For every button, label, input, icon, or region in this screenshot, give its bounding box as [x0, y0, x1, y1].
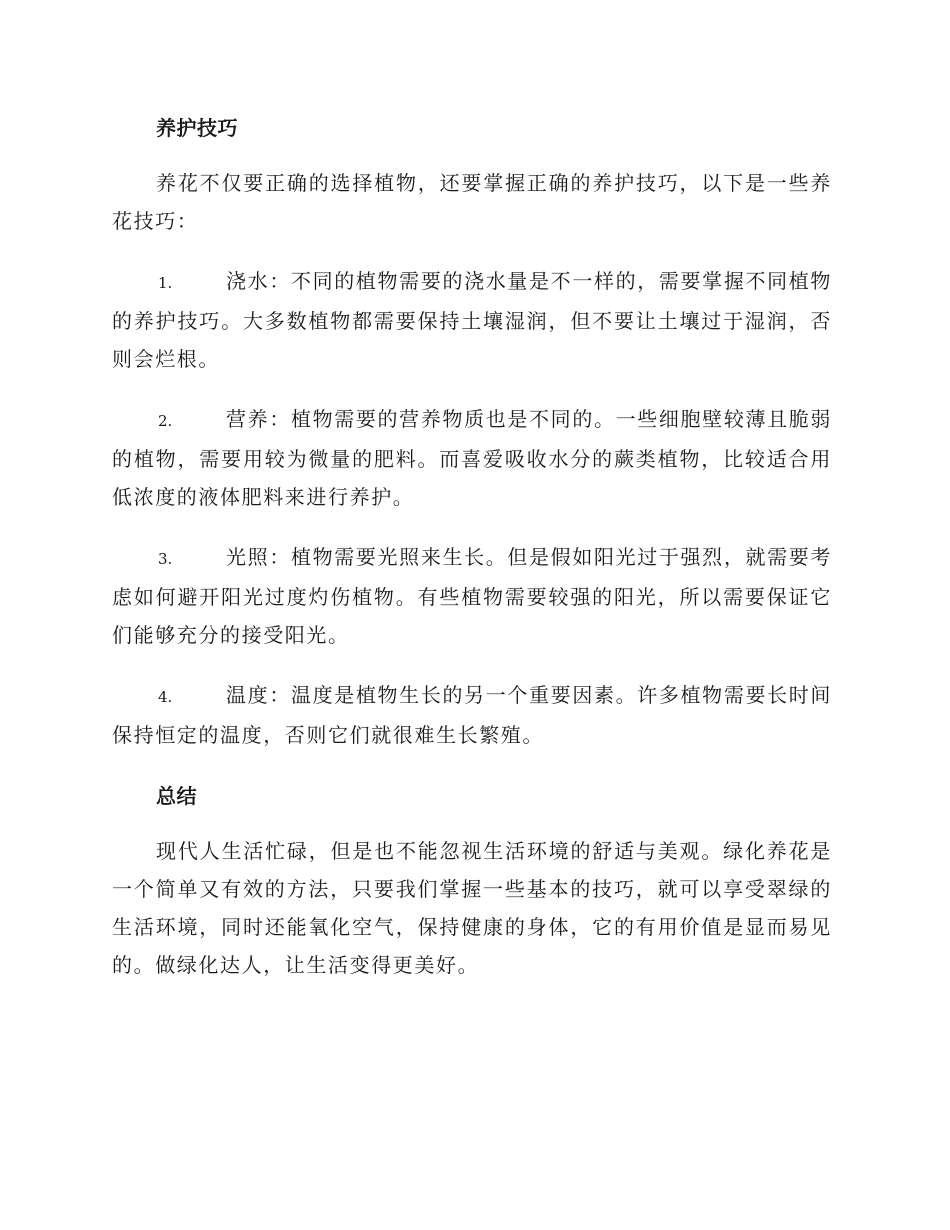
- list-item: [112, 538, 832, 654]
- list-item-text: 光照：植物需要光照来生长。但是假如阳光过于强烈，就需要考虑如何避开阳光过度灼伤植物。有些植物需要较强的阳光，所以需要保证它们能够充分的接受阳光。: [112, 545, 832, 647]
- section-heading-summary: 总结: [156, 784, 197, 808]
- list-item: [112, 676, 832, 754]
- care-tips-intro-paragraph: 养花不仅要正确的选择植物，还要掌握正确的养护技巧，以下是一些养花技巧：: [112, 171, 832, 233]
- section-heading-care-tips: 养护技巧: [156, 116, 238, 140]
- summary-paragraph: 现代人生活忙碌，但是也不能忽视生活环境的舒适与美观。绿化养花是一个简单又有效的方法，只要我们掌握一些基本的技巧，就可以享受翠绿的生活环境，同时还能氧化空气，保持健康的身体，它的有用价值是显而易见的。做绿化达人，让生活变得更美好。: [112, 839, 832, 977]
- list-item: [112, 400, 832, 516]
- care-tips-list: [112, 262, 832, 754]
- list-item: [112, 262, 832, 378]
- list-item-text: 营养：植物需要的营养物质也是不同的。一些细胞壁较薄且脆弱的植物，需要用较为微量的肥料。而喜爱吸收水分的蕨类植物，比较适合用低浓度的液体肥料来进行养护。: [112, 407, 832, 509]
- list-item-text: 浇水：不同的植物需要的浇水量是不一样的，需要掌握不同植物的养护技巧。大多数植物都需要保持土壤湿润，但不要让土壤过于湿润，否则会烂根。: [112, 269, 832, 371]
- list-item-number: 4.: [158, 688, 173, 706]
- list-item-text: 温度：温度是植物生长的另一个重要因素。许多植物需要长时间保持恒定的温度，否则它们就很难生长繁殖。: [112, 683, 832, 747]
- list-item-number: 3.: [158, 550, 173, 568]
- list-item-number: 2.: [158, 412, 173, 430]
- list-item-number: 1.: [158, 274, 173, 292]
